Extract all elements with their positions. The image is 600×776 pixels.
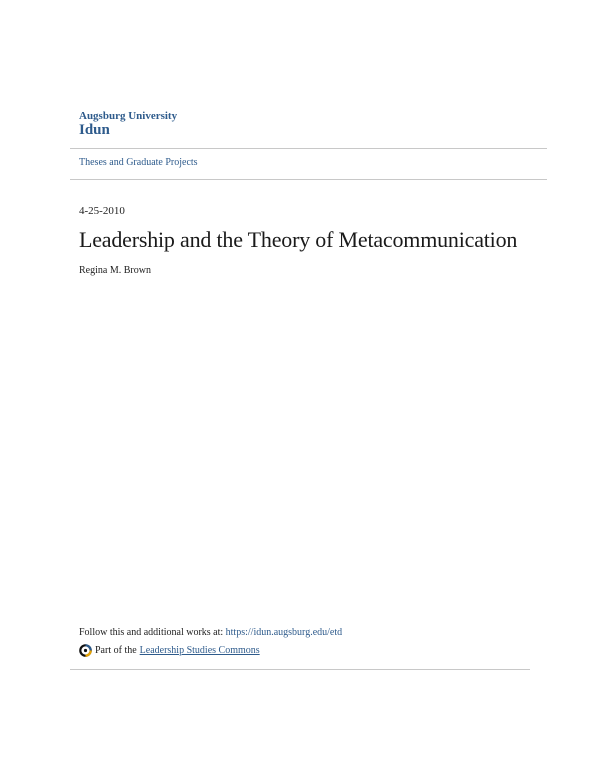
- document-title: Leadership and the Theory of Metacommunication: [79, 227, 518, 252]
- author-name: Regina M. Brown: [79, 265, 151, 276]
- collection-link[interactable]: Theses and Graduate Projects: [79, 157, 198, 168]
- divider-top: [70, 148, 547, 149]
- follow-text: Follow this and additional works at:: [79, 627, 224, 638]
- follow-line: [79, 627, 342, 638]
- part-of-text: Part of the: [95, 645, 137, 656]
- divider-bottom: [70, 669, 530, 670]
- divider-middle: [70, 179, 547, 180]
- part-of-line: [79, 644, 260, 657]
- follow-url-link[interactable]: https://idun.augsburg.edu/etd: [225, 627, 343, 638]
- network-commons-icon: [79, 644, 92, 657]
- publication-date: 4-25-2010: [79, 205, 125, 217]
- leadership-commons-link[interactable]: Leadership Studies Commons: [139, 645, 260, 656]
- repository-name[interactable]: Idun: [79, 122, 110, 138]
- institution-name[interactable]: Augsburg University: [79, 110, 178, 122]
